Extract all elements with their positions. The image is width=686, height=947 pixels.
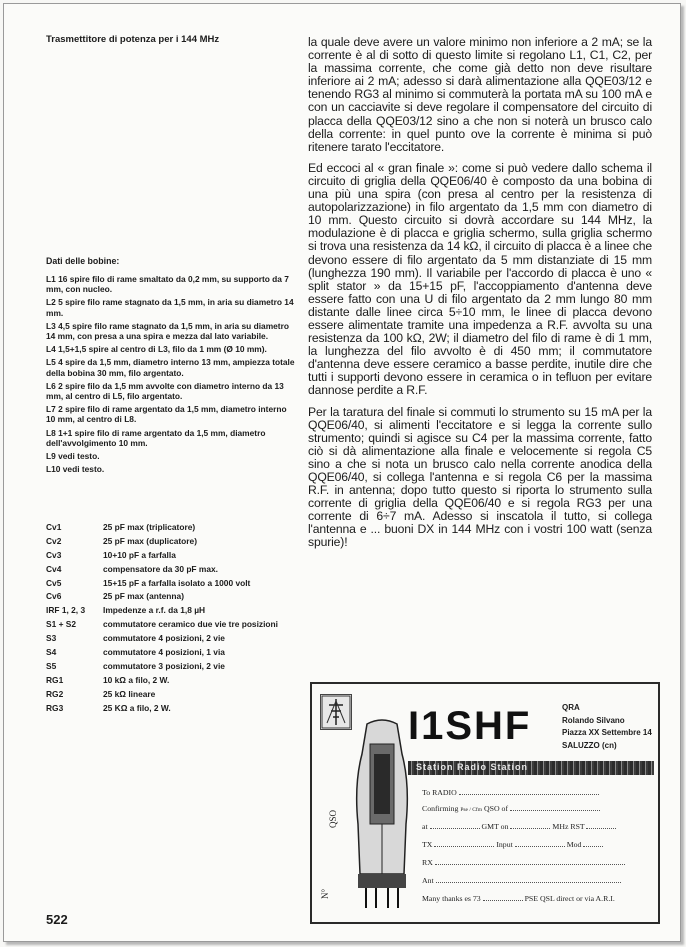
body-paragraph: Per la taratura del finale si commuti lo strumento su 15 mA per la QQE06/40, si alimenti l'eccitatore e si legga la corrente sullo strumento; quindi si agisce su C4 per la massima corrente, fatto ciò si dà alimentazione alla finale e velocemente si regola C5 sino a che si nota un brusco calo nella corrente anodica della QQE06/40, si collega l'antenna e si regola C6 per la massima R.F. in antenna; dopo tutto questo si riporta lo strumento sulla corrente di griglia della QQE06/40 e si regola RG3 per una corrente di 6÷7 mA. Adesso si inscatola il tutto, si collega l'antenna e ... buoni DX in 144 MHz con i vostri 100 watt (senza spurie)! — [308, 404, 652, 550]
component-row — [46, 591, 304, 601]
coil-data-title: Dati delle bobine: — [46, 256, 120, 266]
component-code: S3 — [46, 633, 57, 644]
qra-label: QRA — [562, 703, 580, 712]
component-row — [46, 675, 304, 685]
component-list — [46, 522, 304, 716]
to-radio-field: To RADIO — [422, 788, 599, 797]
component-desc: Impedenze a r.f. da 1,8 µH — [103, 605, 206, 616]
component-row — [46, 661, 304, 671]
component-row — [46, 703, 304, 713]
component-row — [46, 578, 304, 588]
thanks-line: Many thanks es 73 PSE QSL direct or via A.R.I. — [422, 894, 615, 903]
component-desc: 25 KΩ a filo, 2 W. — [103, 702, 171, 713]
qra-name: Rolando Silvano — [562, 715, 625, 725]
component-row — [46, 536, 304, 546]
component-code: Cv5 — [46, 577, 62, 588]
coil-item: L8 1+1 spire filo di rame argentato da 1,5 mm, diametro dell'avvolgimento 10 mm. — [46, 427, 266, 448]
body-paragraph: Ed eccoci al « gran finale »: come si può vedere dallo schema il circuito di griglia della QQE06/40 è composto da una bobina di una più una spira (con presa al centro per la resistenza di autopolarizzazione) in filo argentato da 1,5 mm con diametro di 10 mm. Questo circuito si dovrà accordare su 144 MHz, la modulazione è di placca e griglia schermo, sulla griglia schermo si trova una resistenza da 14 kΩ, il circuito di placca è a linee che devono essere di filo argentato da 5 mm distanziate di 15 mm (lunghezza 190 mm). Il variabile per l'accordo di placca è uno « split stator » da 15+15 pF, l'accoppiamento d'antenna deve essere fatto con una U di filo argentato da 2 mm lungo 80 mm distante dalle linee circa 5÷10 mm, le linee di placca devono essere alimentate tramite una impedenza a R.F. avvolta su una resistenza da 100 kΩ, 2W; il diametro del filo di rame è di 1 mm, la lunghezza del filo avvolto è di 450 mm; il commutatore d'antenna deve essere ceramico a basse perdite, inutile dire che tutti i supporti devono essere in ceramica o in tefluon per evitare dannose perdite a R.F. — [308, 160, 652, 398]
component-desc: compensatore da 30 pF max. — [103, 563, 218, 574]
confirming-field: Confirming Pse / Cfm QSO of — [422, 804, 600, 813]
coil-item: L5 4 spire da 1,5 mm, diametro interno 13 mm, ampiezza totale della bobina 30 mm, filo argentato. — [46, 357, 295, 378]
component-desc: commutatore 4 posizioni, 1 via — [103, 647, 225, 658]
component-row — [46, 647, 304, 657]
component-code: Cv3 — [46, 549, 62, 560]
coil-item: L1 16 spire filo di rame smaltato da 0,2 mm, su supporto da 7 mm, con nucleo. — [46, 274, 289, 295]
component-code: RG1 — [46, 674, 64, 685]
component-desc: 25 pF max (antenna) — [103, 591, 184, 602]
coil-item: L2 5 spire filo rame stagnato da 1,5 mm, in aria su diametro 14 mm. — [46, 297, 294, 318]
component-desc: commutatore 3 posizioni, 2 vie — [103, 660, 225, 671]
vertical-qso-label: QSO — [328, 809, 339, 829]
tx-field: TX Input Mod — [422, 840, 603, 849]
component-row — [46, 633, 304, 643]
component-desc: 10 kΩ a filo, 2 W. — [103, 674, 170, 685]
qsl-card — [310, 682, 660, 924]
component-desc: commutatore 4 posizioni, 2 vie — [103, 633, 225, 644]
coil-item: L9 vedi testo. — [46, 451, 100, 462]
ant-field: Ant — [422, 876, 621, 885]
component-desc: 25 pF max (triplicatore) — [103, 522, 196, 532]
component-code: Cv6 — [46, 591, 62, 602]
component-row — [46, 550, 304, 560]
component-code: Cv1 — [46, 522, 62, 532]
component-code: RG2 — [46, 688, 64, 699]
at-field: at GMT on MHz RST — [422, 822, 616, 831]
component-row — [46, 564, 304, 574]
station-banner-text: Station Radio Station — [416, 762, 528, 772]
qra-block — [562, 702, 652, 752]
page-number: 522 — [46, 912, 68, 927]
component-code: Cv2 — [46, 535, 62, 546]
coil-item: L10 vedi testo. — [46, 464, 105, 475]
component-desc: 15+15 pF a farfalla isolato a 1000 volt — [103, 577, 251, 588]
coil-item: L4 1,5+1,5 spire al centro di L3, filo da 1 mm (Ø 10 mm). — [46, 344, 267, 355]
component-desc: 25 kΩ lineare — [103, 688, 156, 699]
component-row — [46, 619, 304, 629]
component-row — [46, 689, 304, 699]
component-code: RG3 — [46, 702, 64, 713]
component-code: S4 — [46, 647, 57, 658]
component-desc: commutatore ceramico due vie tre posizioni — [103, 619, 278, 630]
component-code: S1 + S2 — [46, 619, 77, 630]
qra-city: SALUZZO (cn) — [562, 740, 617, 750]
rx-field: RX — [422, 858, 625, 867]
qsl-callsign: I1SHF — [408, 704, 532, 748]
coil-item: L7 2 spire filo di rame argentato da 1,5 mm, diametro interno 10 mm, al centro di L8. — [46, 404, 287, 425]
component-code: S5 — [46, 660, 57, 671]
coil-list — [46, 274, 298, 477]
component-row — [46, 522, 304, 532]
component-code: Cv4 — [46, 563, 62, 574]
component-code: IRF 1, 2, 3 — [46, 605, 86, 616]
component-desc: 25 pF max (duplicatore) — [103, 535, 198, 546]
vertical-number-label: N° — [320, 888, 331, 900]
coil-item: L6 2 spire filo da 1,5 mm avvolte con diametro interno da 13 mm, al centro di L5, filo argentato. — [46, 380, 284, 402]
coil-item: L3 4,5 spire filo rame stagnato da 1,5 mm, in aria su diametro 14 mm, con presa a una spira e mezza dal lato variabile. — [46, 320, 289, 342]
body-paragraph: la quale deve avere un valore minimo non inferiore a 2 mA; se la corrente è al di sotto di questo limite si regolano L1, C1, C2, per la massima corrente, che come già detto non deve risultare inferiore ai 2 mA; adesso si darà alimentazione alla QQE03/12 e tenendo RG3 al minimo si commuterà la portata mA su 100 mA e con un cacciavite si deve regolare il compensatore del circuito di placca della QQE03/12 sino a che non si noterà un brusco calo della corrente: in quel punto ove la corrente è minima si può ritenere tarato l'eccitatore. — [308, 35, 652, 154]
component-desc: 10+10 pF a farfalla — [103, 549, 176, 560]
qra-street: Piazza XX Settembre 14 — [562, 728, 652, 737]
article-header: Trasmettitore di potenza per i 144 MHz — [46, 34, 220, 45]
component-row — [46, 605, 304, 615]
body-text — [308, 36, 652, 558]
